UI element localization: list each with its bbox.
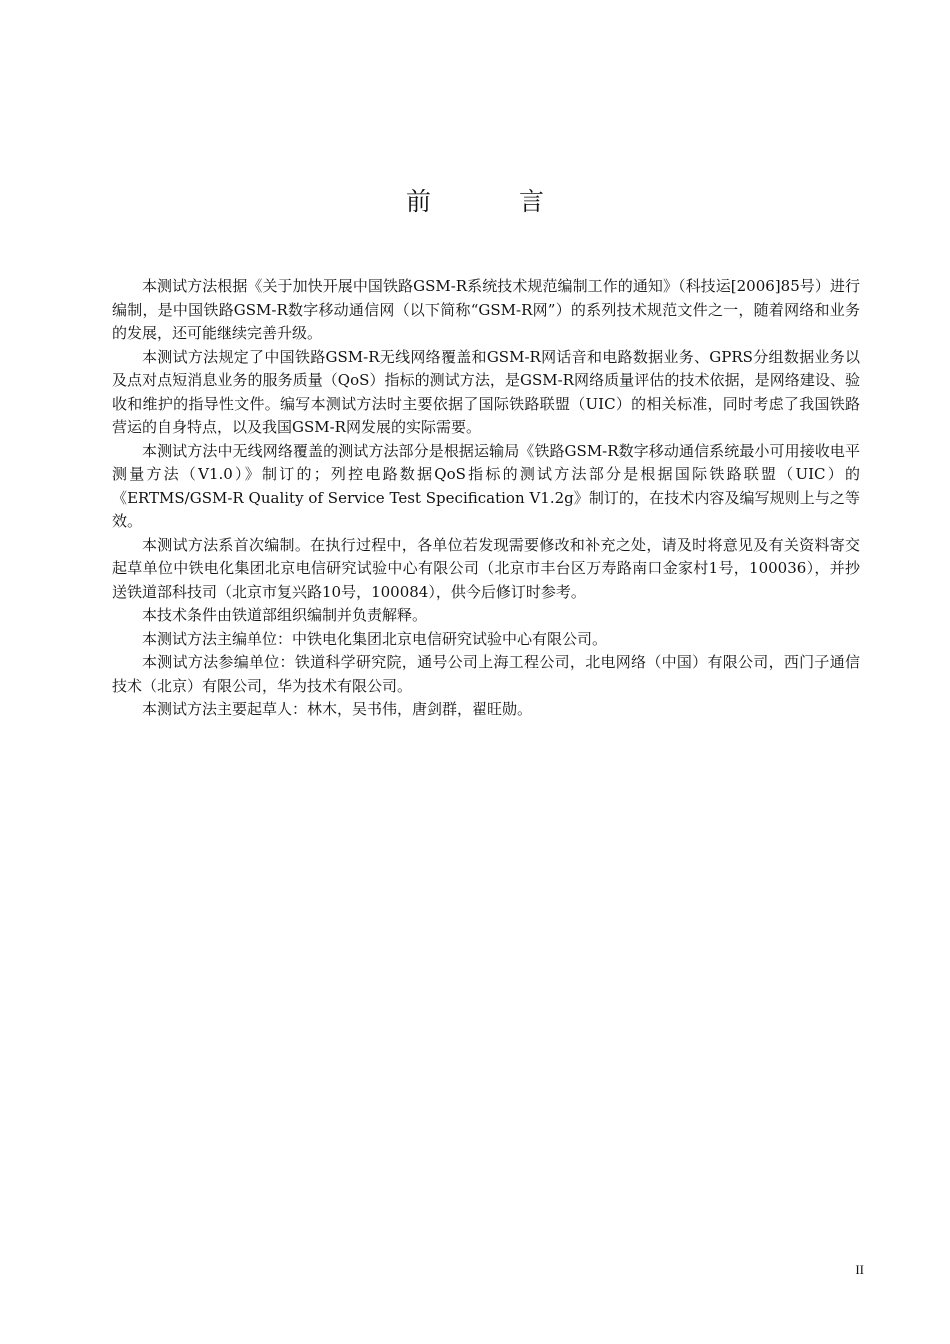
paragraph-participating-units: 本测试方法参编单位：铁道科学研究院，通号公司上海工程公司，北电网络（中国）有限公司，西门子通信技术（北京）有限公司，华为技术有限公司。 <box>112 653 860 695</box>
paragraph-drafters: 本测试方法主要起草人：林木，吴书伟，唐剑群，翟旺勋。 <box>142 700 533 718</box>
paragraph-references: 本测试方法中无线网络覆盖的测试方法部分是根据运输局《铁路GSM-R数字移动通信系统最小可用接收电平测量方法（V1.0）》制订的；列控电路数据QoS指标的测试方法部分是根据国际铁路联盟（UIC）的《ERTMS/GSM-R Quality of Service Test Specification V1.2g》制订的，在技术内容及编写规则上与之等效。 <box>112 441 860 530</box>
paragraph-scope: 本测试方法规定了中国铁路GSM-R无线网络覆盖和GSM-R网话音和电路数据业务、GPRS分组数据业务以及点对点短消息业务的服务质量（QoS）指标的测试方法，是GSM-R网络质量评估的技术依据，是网络建设、验收和维护的指导性文件。编写本测试方法时主要依据了国际铁路联盟（UIC）的相关标准，同时考虑了我国铁路营运的自身特点，以及我国GSM-R网发展的实际需要。 <box>112 347 860 436</box>
paragraph-basis: 本测试方法根据《关于加快开展中国铁路GSM-R系统技术规范编制工作的通知》（科技运[2006]85号）进行编制，是中国铁路GSM-R数字移动通信网（以下简称“GSM-R网”）的系列技术规范文件之一，随着网络和业务的发展，还可能继续完善升级。 <box>112 277 860 342</box>
paragraph-feedback: 本测试方法系首次编制。在执行过程中，各单位若发现需要修改和补充之处，请及时将意见及有关资料寄交起草单位中铁电化集团北京电信研究试验中心有限公司（北京市丰台区万寿路南口金家村1号，100036），并抄送铁道部科技司（北京市复兴路10号，100084），供今后修订时参考。 <box>112 535 860 601</box>
page-number: II <box>855 1262 864 1277</box>
preface-body <box>112 275 860 722</box>
page-title: 前 言 <box>406 187 584 216</box>
paragraph-interpretation: 本技术条件由铁道部组织编制并负责解释。 <box>142 606 428 624</box>
paragraph-lead-unit: 本测试方法主编单位：中铁电化集团北京电信研究试验中心有限公司。 <box>142 629 608 648</box>
